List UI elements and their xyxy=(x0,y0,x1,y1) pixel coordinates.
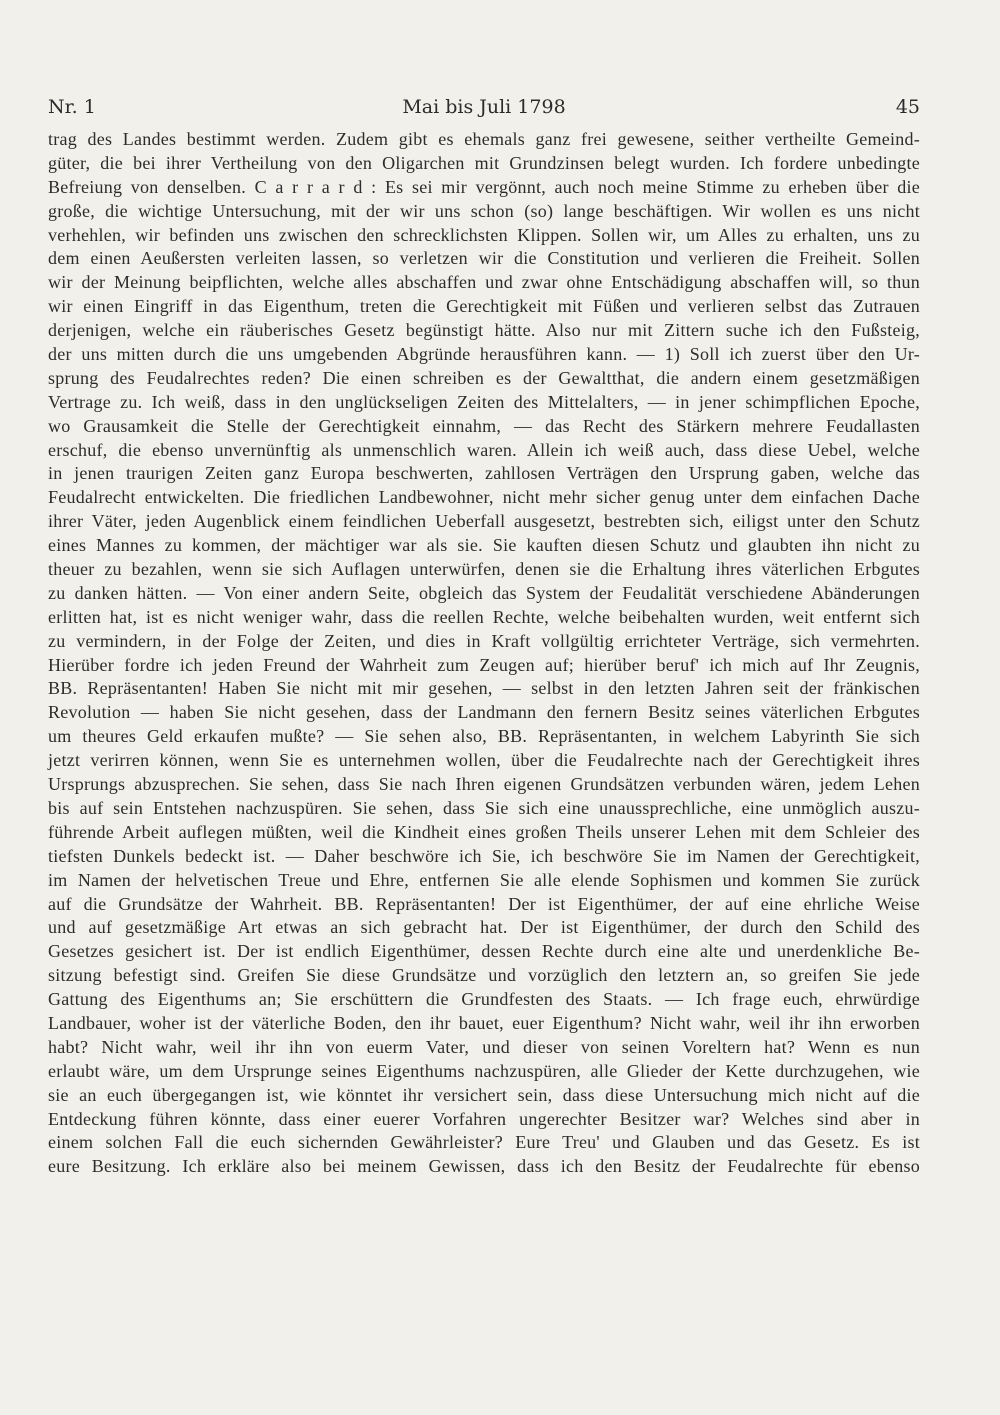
text-line: wir der Meinung beipflichten, welche alles abschaffen und zwar ohne Entschädigung abschaffen will, so thun xyxy=(48,272,920,293)
text-line: wir einen Eingriff in das Eigenthum, treten die Gerechtigkeit mit Füßen und verlieren selbst das Zutrauen xyxy=(48,296,920,317)
text-line: im Namen der helvetischen Treue und Ehre, entfernen Sie alle elende Sophismen und kommen Sie zurück xyxy=(48,869,920,890)
text-line: in jenen traurigen Zeiten ganz Europa beschwerten, zahllosen Verträgen den Ursprung gaben, welche das xyxy=(48,463,920,484)
text-line: und auf gesetzmäßige Art etwas an sich gebracht hat. Der ist Eigenthümer, der durch den Schild des xyxy=(48,917,920,938)
text-line: jetzt verirren können, wenn Sie es unternehmen wollen, über die Feudalrechte nach der Gerechtigkeit ihres xyxy=(48,750,920,771)
text-line: Gattung des Eigenthums an; Sie erschüttern die Grundfesten des Staats. — Ich frage euch, ehrwürdige xyxy=(48,989,920,1010)
text-line: Feudalrecht entwickelten. Die friedlichen Landbewohner, nicht mehr sicher genug unter dem einfachen Dache xyxy=(48,487,920,508)
text-line: sitzung befestigt sind. Greifen Sie diese Grundsätze und vorzüglich den letztern an, so greifen Sie jede xyxy=(48,965,920,986)
text-line: Hierüber fordre ich jeden Freund der Wahrheit zum Zeugen auf; hierüber beruf' ich mich auf Ihr Zeugnis, xyxy=(48,654,920,675)
text-line: der uns mitten durch die uns umgebenden Abgründe herausführen kann. — 1) Soll ich zuerst über den Ur- xyxy=(48,344,920,365)
text-line: ihrer Väter, jeden Augenblick einem feindlichen Ueberfall ausgesetzt, bestrebten sich, eiligst unter den Schutz xyxy=(48,511,920,532)
text-line: eure Besitzung. Ich erkläre also bei meinem Gewissen, dass ich den Besitz der Feudalrechte für ebenso xyxy=(48,1156,920,1177)
text-line: verhehlen, wir befinden uns zwischen den schrecklichsten Klippen. Sollen wir, um Alles zu erhalten, uns zu xyxy=(48,224,920,245)
issue-number: Nr. 1 xyxy=(48,96,96,118)
body-text xyxy=(48,128,920,1179)
text-line: Ursprungs abzusprechen. Sie sehen, dass Sie nach Ihren eigenen Grundsätzen verbunden wären, jedem Lehen xyxy=(48,774,920,795)
text-line: BB. Repräsentanten! Haben Sie nicht mit mir gesehen, — selbst in den letzten Jahren seit der fränkischen xyxy=(48,678,920,699)
text-line: Revolution — haben Sie nicht gesehen, dass der Landmann den fernern Besitz seines väterlichen Erbgutes xyxy=(48,702,920,723)
text-line: erlaubt wäre, um dem Ursprunge seines Eigenthums nachzuspüren, alle Glieder der Kette durchzugehen, wie xyxy=(48,1060,920,1081)
text-line: zu danken hätten. — Von einer andern Seite, obgleich das System der Feudalität verschiedene Abänderungen xyxy=(48,582,920,603)
text-line: zu vermindern, in der Folge der Zeiten, und dies in Kraft vollgültig errichteter Verträge, sich vermehrten. xyxy=(48,630,920,651)
text-line: Vertrage zu. Ich weiß, dass in den unglückseligen Zeiten des Mittelalters, — in jener schimpflichen Epoche, xyxy=(48,391,920,412)
page-number: 45 xyxy=(895,96,920,118)
text-line: Gesetzes gesichert ist. Der ist endlich Eigenthümer, dessen Rechte durch eine alte und unerdenkliche Be- xyxy=(48,941,920,962)
text-line: habt? Nicht wahr, weil ihr ihn von euerm Vater, und dieser von seinen Voreltern hat? Wenn es nun xyxy=(48,1036,920,1057)
text-line: Entdeckung führen könnte, dass einer euerer Vorfahren ungerechter Besitzer war? Welches sind aber in xyxy=(48,1108,920,1129)
text-line: wo Grausamkeit die Stelle der Gerechtigkeit einnahm, — das Recht des Stärkern mehrere Feudallasten xyxy=(48,415,920,436)
text-line: um theures Geld erkaufen mußte? — Sie sehen also, BB. Repräsentanten, in welchem Labyrinth Sie sich xyxy=(48,726,920,747)
text-line: Landbauer, woher ist der väterliche Boden, den ihr bauet, euer Eigenthum? Nicht wahr, weil ihr ihn erworben xyxy=(48,1012,920,1033)
page-header xyxy=(48,96,920,126)
text-line: sprung des Feudalrechtes reden? Die einen schreiben es der Gewaltthat, die andern einem gesetzmäßigen xyxy=(48,367,920,388)
text-line: führende Arbeit auflegen müßten, weil die Kindheit eines großen Theils unserer Lehen mit dem Schleier des xyxy=(48,821,920,842)
text-line: bis auf sein Entstehen nachzuspüren. Sie sehen, dass Sie sich eine unaussprechliche, eine unmöglich auszu- xyxy=(48,797,920,818)
text-line: güter, die bei ihrer Vertheilung von den Oligarchen mit Grundzinsen belegt wurden. Ich fordere unbedingte xyxy=(48,152,920,173)
text-line: trag des Landes bestimmt werden. Zudem gibt es ehemals ganz frei gewesene, seither vertheilte Gemeind- xyxy=(48,129,920,149)
text-line: auf die Grundsätze der Wahrheit. BB. Repräsentanten! Der ist Eigenthümer, der auf eine ehrliche Weise xyxy=(48,893,920,914)
text-line: sie an euch übergegangen ist, wie könntet ihr versichert sein, dass diese Untersuchung mich nicht auf die xyxy=(48,1084,920,1105)
text-line: Befreiung von denselben. C a r r a r d : Es sei mir vergönnt, auch noch meine Stimme zu erheben über die xyxy=(48,176,920,197)
text-line: dem einen Aeußersten verleiten lassen, so verletzen wir die Constitution und verlieren die Freiheit. Sollen xyxy=(48,248,920,269)
text-line: derjenigen, welche ein räuberisches Gesetz begünstigt hätte. Also nur mit Zittern suche ich den Fußsteig, xyxy=(48,320,920,341)
text-line: große, die wichtige Untersuchung, mit der wir uns schon (so) lange beschäftigen. Wir wollen es uns nicht xyxy=(48,200,920,221)
text-line: erschuf, die ebenso unvernünftig als unmenschlich waren. Allein ich weiß auch, dass diese Uebel, welche xyxy=(48,439,920,460)
running-title: Mai bis Juli 1798 xyxy=(402,96,566,118)
text-line: tiefsten Dunkels bedeckt ist. — Daher beschwöre ich Sie, ich beschwöre Sie im Namen der Gerechtigkeit, xyxy=(48,845,920,866)
text-line: theuer zu bezahlen, wenn sie sich Auflagen unterwürfen, denen sie die Erhaltung ihres väterlichen Erbgutes xyxy=(48,559,920,580)
text-line: eines Mannes zu kommen, der mächtiger war als sie. Sie kauften diesen Schutz und glaubten ihn nicht zu xyxy=(48,535,920,556)
text-line: erlitten hat, ist es nicht weniger wahr, dass die reellen Rechte, welche beibehalten wurden, weit entfernt sich xyxy=(48,606,920,627)
text-line: einem solchen Fall die euch sichernden Gewährleister? Eure Treu' und Glauben und das Gesetz. Es ist xyxy=(48,1132,920,1153)
